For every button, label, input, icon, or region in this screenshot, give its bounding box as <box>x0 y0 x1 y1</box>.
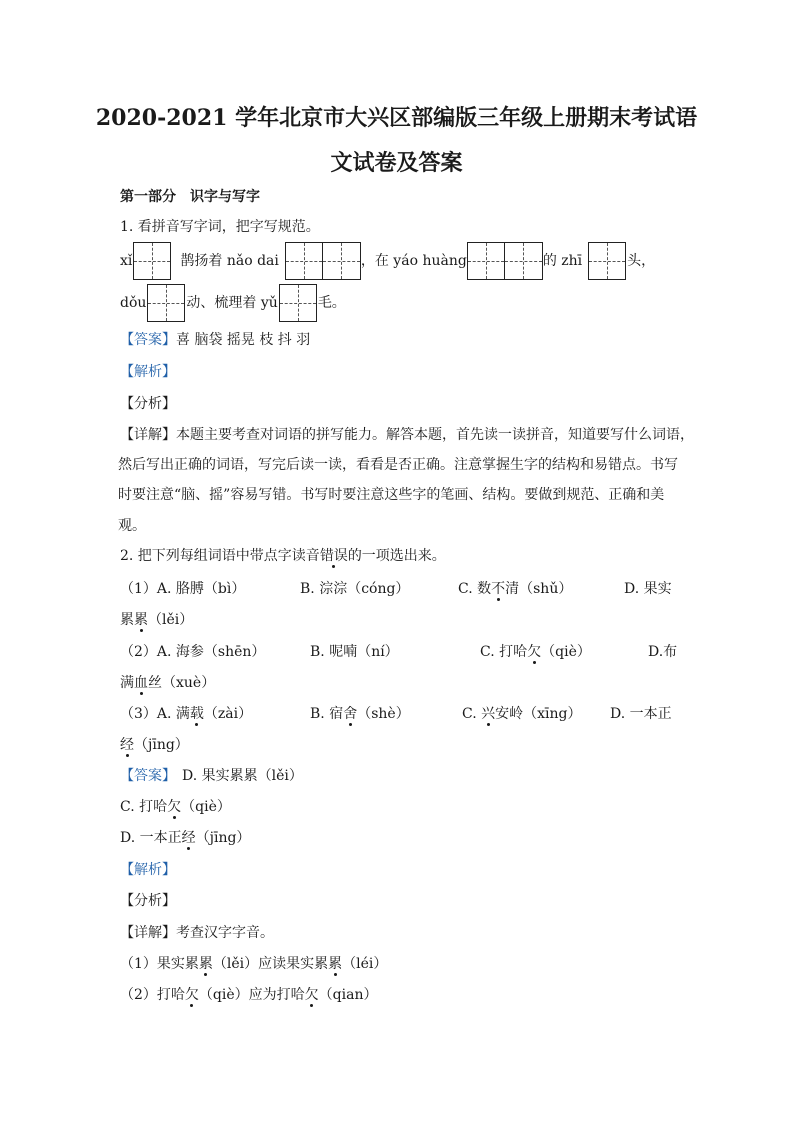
answer-tag: 【答案】 <box>120 332 176 348</box>
option-text: 安岭（xīng） <box>495 706 582 722</box>
fenxi-tag: 【分析】 <box>120 893 176 909</box>
answer-text: C. 打哈 <box>120 799 168 815</box>
detail-tag: 【详解】 <box>120 925 176 941</box>
q2-g2-option-d: D.布 <box>648 644 678 660</box>
option-text: （shè） <box>357 706 410 722</box>
option-text: C. 打哈 <box>480 644 528 660</box>
writing-grid-box[interactable] <box>588 242 626 280</box>
answer-text: （jīng） <box>195 830 251 846</box>
explain-text: （léi） <box>342 956 388 972</box>
q1-detail-text: 本题主要考查对词语的拼写能力。解答本题，首先读一读拼音，知道要写什么词语， <box>176 427 694 443</box>
dotted-char: 累 <box>134 612 148 628</box>
writing-grid-box[interactable] <box>133 242 171 280</box>
q2-answer-line3 <box>120 828 250 848</box>
dotted-char: 兴 <box>481 706 496 722</box>
option-text: （zài） <box>203 706 253 722</box>
option-text: （3）A. 满 <box>120 706 190 722</box>
writing-grid-pair[interactable] <box>467 242 543 280</box>
q2-stem-text: 2. 把下列每组词语中带点字读音 <box>120 548 320 564</box>
q1-stem: 1. 看拼音写字词，把字写规范。 <box>120 219 320 235</box>
q1-seg-mao: 毛。 <box>317 295 346 311</box>
q2-stem <box>120 546 446 566</box>
answer-text: （qiè） <box>181 799 231 815</box>
option-text: 满 <box>120 675 134 691</box>
explain-text: （1）果实累 <box>120 956 199 972</box>
q1-seg-xi: xǐ <box>120 253 133 269</box>
answer-text: D. 一本正 <box>120 830 182 846</box>
q2-g1-option-b: B. 淙淙（cóng） <box>300 581 410 597</box>
jiexi-tag: 【解析】 <box>120 364 176 380</box>
q2-g1-option-a: （1）A. 胳膊（bì） <box>120 581 246 597</box>
explain-text: （lěi）应读果实累 <box>212 956 329 972</box>
writing-grid-box[interactable] <box>147 284 185 322</box>
option-text: B. 宿 <box>310 706 344 722</box>
writing-grid-pair[interactable] <box>285 242 361 280</box>
q2-g3-wrap <box>120 735 189 755</box>
q2-g3-option-b <box>310 704 410 724</box>
q1-seg-de: 的 zhī <box>542 253 583 269</box>
q1-seg-zai: ，在 yáo huàng <box>360 253 467 269</box>
q2-stem-emphasis: 错误 <box>319 548 348 564</box>
q2-g3-option-a <box>120 704 252 724</box>
q2-answer-line2 <box>120 797 231 817</box>
q1-answer: 喜 脑袋 摇晃 枝 抖 羽 <box>176 332 311 348</box>
writing-grid-box[interactable] <box>505 242 543 280</box>
writing-grid-box[interactable] <box>279 284 317 322</box>
answer-tag: 【答案】 <box>120 768 176 784</box>
q2-g1-wrap <box>120 610 193 630</box>
q1-detail-line4: 观。 <box>118 518 146 534</box>
q1-detail-line3: 时要注意“脑、摇”容易写错。书写时要注意这些字的笔画、结构。要做到规范、正确和美 <box>118 487 665 503</box>
dotted-char: 血 <box>134 675 148 691</box>
q2-explain-line2 <box>120 985 377 1005</box>
dotted-char: 舍 <box>343 706 358 722</box>
dotted-char: 经 <box>120 737 134 753</box>
option-text: （jīng） <box>134 737 189 753</box>
option-text: （qiè） <box>541 644 591 660</box>
explain-text: （2）打哈 <box>120 987 185 1003</box>
jiexi-tag: 【解析】 <box>120 862 176 878</box>
q2-explain-line1 <box>120 954 387 974</box>
writing-grid-box[interactable] <box>467 242 505 280</box>
q1-detail-line1 <box>120 425 694 445</box>
doc-title-line2: 文试卷及答案 <box>330 150 463 176</box>
option-text: （lěi） <box>148 612 194 628</box>
q2-g3-option-d: D. 一本正 <box>610 706 672 722</box>
q1-pinyin-row2 <box>120 284 346 322</box>
dotted-char: 欠 <box>167 799 182 815</box>
q2-g1-option-d: D. 果实 <box>624 581 672 597</box>
option-text: C. 数 <box>458 581 492 597</box>
writing-grid-box[interactable] <box>285 242 323 280</box>
q1-seg-tou: 头， <box>627 253 656 269</box>
q2-detail-line <box>120 923 274 943</box>
q2-g2-wrap <box>120 673 215 693</box>
q1-answer-line <box>120 330 310 350</box>
option-text: 清（shǔ） <box>505 581 573 597</box>
q2-g2-option-a: （2）A. 海参（shēn） <box>120 644 266 660</box>
dotted-char: 欠 <box>527 644 542 660</box>
q2-stem-text: 的一项选出来。 <box>347 548 446 564</box>
explain-text: （qiè）应为打哈 <box>198 987 305 1003</box>
dotted-char: 欠 <box>184 987 199 1003</box>
dotted-char: 不 <box>491 581 506 597</box>
option-text: 丝（xuè） <box>148 675 216 691</box>
dotted-char: 载 <box>189 706 204 722</box>
dotted-char: 累 <box>328 956 343 972</box>
q1-pinyin-row1 <box>120 242 655 280</box>
writing-grid-box[interactable] <box>323 242 361 280</box>
q1-seg-dong: 动、梳理着 yǔ <box>186 295 278 311</box>
detail-tag: 【详解】 <box>120 427 176 443</box>
dotted-char: 经 <box>181 830 196 846</box>
q2-g2-option-c <box>480 642 591 662</box>
doc-title-line1: 2020-2021 学年北京市大兴区部编版三年级上册期末考试语 <box>95 105 698 131</box>
dotted-char: 累 <box>198 956 213 972</box>
q2-detail-text: 考查汉字字音。 <box>176 925 274 941</box>
q2-answer-line1 <box>120 766 303 786</box>
q2-g2-option-b: B. 呢喃（ní） <box>310 644 399 660</box>
section-heading: 第一部分 识字与写字 <box>120 189 260 205</box>
option-text: 累 <box>120 612 134 628</box>
explain-text: （qian） <box>318 987 378 1003</box>
q2-g1-option-c <box>458 579 572 599</box>
q1-seg-dou: dǒu <box>120 295 147 311</box>
q1-seg-naodai: 鹊扬着 nǎo dai <box>180 253 279 269</box>
option-text: C. <box>462 706 482 722</box>
q2-answer-text: D. 果实累累（lěi） <box>182 768 303 784</box>
q1-detail-line2: 然后写出正确的词语，写完后读一读，看看是否正确。注意掌握生字的结构和易错点。书写 <box>118 457 678 473</box>
q2-g3-option-c <box>462 704 581 724</box>
dotted-char: 欠 <box>304 987 319 1003</box>
fenxi-tag: 【分析】 <box>120 396 176 412</box>
